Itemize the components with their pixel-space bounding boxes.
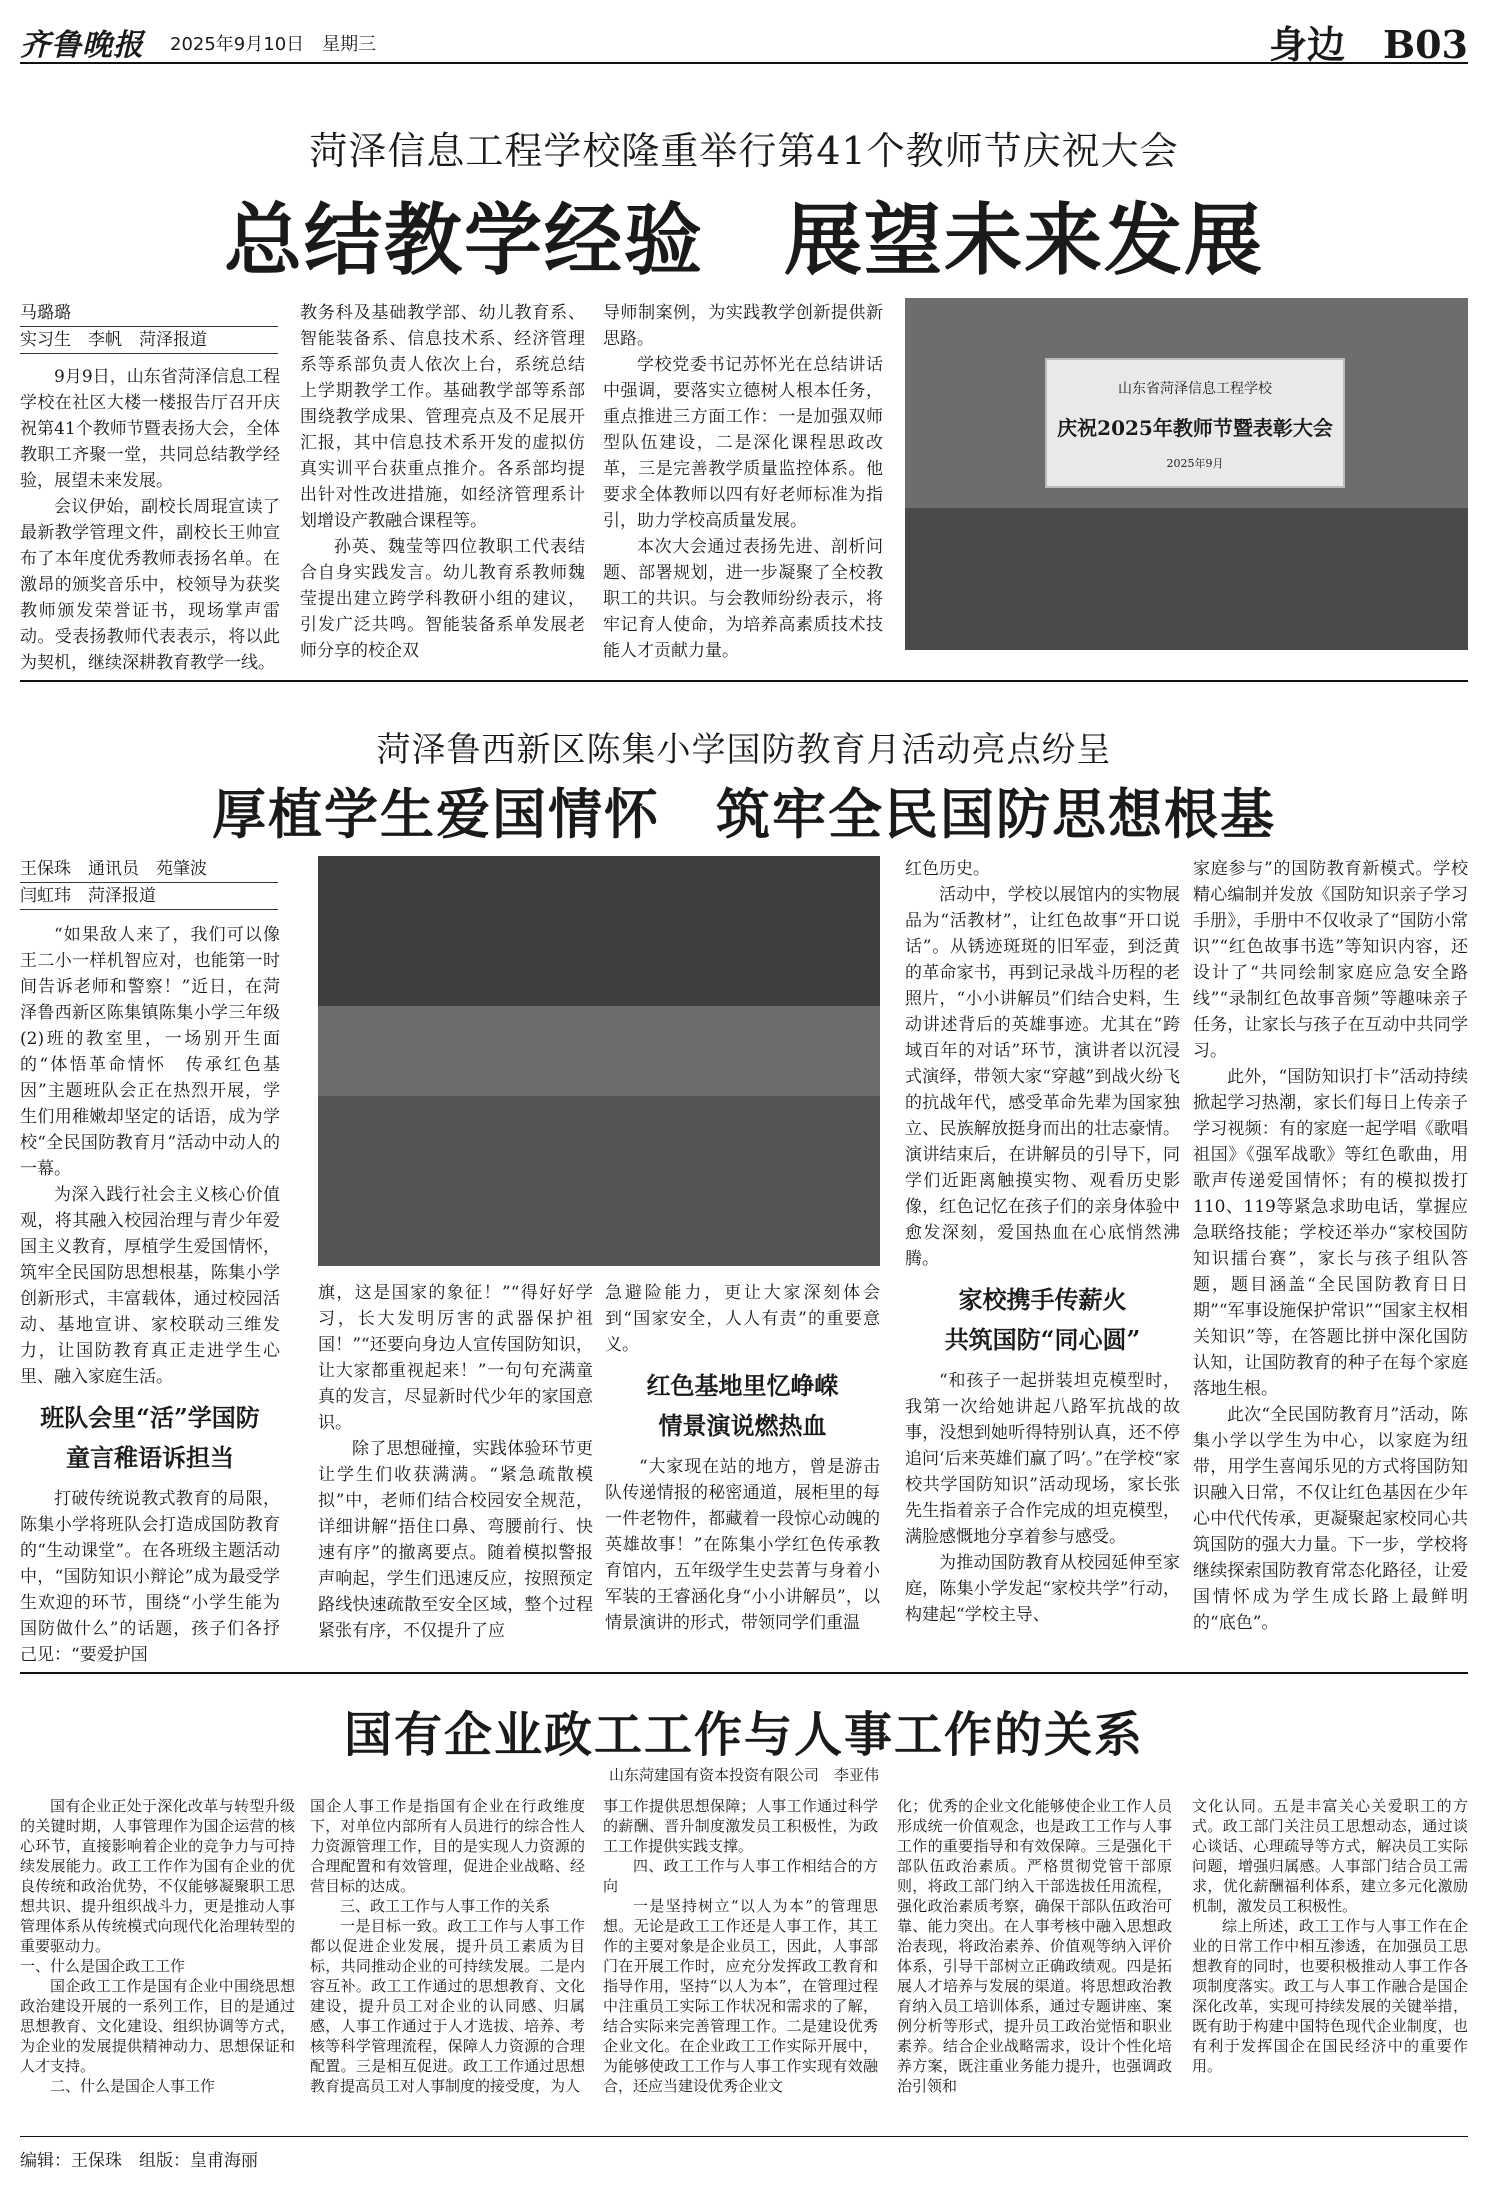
article1-photo <box>905 298 1468 650</box>
article2-headline: 厚植学生爱国情怀 筑牢全民国防思想根基 <box>212 782 1276 846</box>
byline-line: 实习生 李帆 菏泽报道 <box>20 327 278 354</box>
article2-column-1 <box>20 922 280 1668</box>
paragraph: 化；优秀的企业文化能够使企业工作人员形成统一价值观念，也是政工工作与人事工作的重要指导和有效保障。三是强化干部队伍政治素质。严格贯彻党管干部原则，将政工部门纳入干部选拔任用流程，强化政治素质考察，确保干部队伍政治可靠、能力突出。在人事考核中融入思想政治表现，将政治素养、价值观等纳入评价体系，引导干部树立正确政绩观。四是拓展人才培养与发展的渠道。将思想政治教育纳入员工培训体系，通过专题讲座、案例分析等形式，提升员工政治觉悟和职业素养。结合企业战略需求，设计个性化培养方案，既注重业务能力提升，也强调政治引领和 <box>897 1797 1172 2095</box>
students-silhouette <box>318 1096 880 1266</box>
section-heading: 一、什么是国企政工工作 <box>20 1957 186 1975</box>
article2-column-3 <box>605 1280 880 1636</box>
byline-line: 闫虹玮 菏泽报道 <box>20 883 278 910</box>
paragraph: 家庭参与”的国防教育新模式。学校精心编制并发放《国防知识亲子学习手册》，手册中不仅收录了“国防小常识”“红色故事书选”等知识内容，还设计了“共同绘制家庭应急安全路线”“录制红色故事音频”等趣味亲子任务，让家长与孩子在互动中共同学习。 <box>1193 859 1468 1061</box>
article3-column-1 <box>20 1796 295 2096</box>
paragraph: 事工作提供思想保障；人事工作通过科学的薪酬、晋升制度激发员工积极性，为政工工作提供实践支撑。 <box>603 1797 878 1855</box>
paragraph: 学校党委书记苏怀光在总结讲话中强调，要落实立德树人根本任务，重点推进三方面工作：一是加强双师型队伍建设，二是深化课程思政改革，三是完善教学质量监控体系。他要求全体教师以四有好老师标准为指引，助力学校高质量发展。 <box>603 355 883 531</box>
masthead <box>20 8 1468 67</box>
paragraph: 会议伊始，副校长周琨宣读了最新教学管理文件，副校长王帅宣布了本年度优秀教师表扬名单。在激昂的颁奖音乐中，校领导为获奖教师颁发荣誉证书，现场掌声雷动。受表扬教师代表表示，将以此为契机，继续深耕教育教学一线。 <box>20 497 280 673</box>
article2-column-5 <box>1193 856 1468 1636</box>
audience-silhouette <box>905 508 1468 650</box>
paragraph: 文化认同。五是丰富关心关爱职工的方式。政工部门关注员工思想动态，通过谈心谈话、心理疏导等方式，解决员工实际问题，增强归属感。人事部门结合员工需求，优化薪酬福利体系，建立多元化激励机制，激发员工积极性。 <box>1192 1797 1468 1915</box>
article1-kicker: 菏泽信息工程学校隆重举行第41个教师节庆祝大会 <box>309 129 1179 173</box>
paragraph: 国企政工工作是国有企业中围绕思想政治建设开展的一系列工作，目的是通过思想教育、文化建设、组织协调等方式，为企业的发展提供精神动力、思想保证和人才支持。 <box>20 1977 295 2075</box>
article3-column-5 <box>1192 1796 1468 2076</box>
footer-divider <box>20 2136 1468 2137</box>
paragraph: 综上所述，政工工作与人事工作在企业的日常工作中相互渗透，在加强员工思想教育的同时，也要积极推动人事工作各项制度落实。政工与人事工作融合是国企深化改革，实现可持续发展的关键举措，既有助于构建中国特色现代企业制度，也有利于发挥国企在国民经济中的重要作用。 <box>1192 1917 1468 2075</box>
article3-byline: 山东菏建国有资本投资有限公司 李亚伟 <box>608 1766 879 1784</box>
paragraph: 国有企业正处于深化改革与转型升级的关键时期，人事管理作为国企运营的核心环节，直接影响着企业的竞争力与可持续发展能力。政工工作作为国有企业的优良传统和政治优势，不仅能够凝聚职工思想共识、提升组织战斗力，更是推动人事管理体系从传统模式向现代化治理转型的重要驱动力。 <box>20 1797 295 1955</box>
paragraph: 活动中，学校以展馆内的实物展品为“活教材”，让红色故事“开口说话”。从锈迹斑斑的旧军壶，到泛黄的革命家书，再到记录战斗历程的老照片，“小小讲解员”们结合史料，生动讲述背后的英雄事迹。尤其在“跨域百年的对话”环节，演讲者以沉浸式演绎，带领大家“穿越”到战火纷飞的抗战年代，感受革命先辈为国家独立、民族解放挺身而出的壮志豪情。演讲结束后，在讲解员的引导下，同学们近距离触摸实物、观看历史影像，红色记忆在孩子们的亲身体验中愈发深刻，爱国热血在心底悄然沸腾。 <box>905 885 1180 1269</box>
paragraph: 导师制案例，为实践教学创新提供新思路。 <box>603 303 883 349</box>
paragraph: 本次大会通过表扬先进、剖析问题、部署规划，进一步凝聚了全校教职工的共识。与会教师纷纷表示，将牢记育人使命，为培养高素质技术技能人才贡献力量。 <box>603 537 883 661</box>
screen-school: 山东省菏泽信息工程学校 <box>1118 381 1272 397</box>
paragraph: 教务科及基础教学部、幼儿教育系、智能装备系、信息技术系、经济管理系等系部负责人依次上台，系统总结上学期教学工作。基础教学部等系部围绕教学成果、管理亮点及不足展开汇报，其中信息技术系开发的虚拟仿真实训平台获重点推介。各系部均提出针对性改进措施，如经济管理系计划增设产教融合课程等。 <box>300 303 585 531</box>
paragraph: 孙英、魏莹等四位教职工代表结合自身实践发言。幼儿教育系教师魏莹提出建立跨学科教研小组的建议，引发广泛共鸣。智能装备系单发展老师分享的校企双 <box>300 537 585 661</box>
article2-subhead-1 <box>20 1398 280 1478</box>
subhead-line: 童言稚语诉担当 <box>66 1443 234 1472</box>
page-footer: 编辑：王保珠 组版：皇甫海丽 <box>20 2151 258 2171</box>
paragraph: 红色历史。 <box>905 859 990 879</box>
paragraph: “和孩子一起拼装坦克模型时，我第一次给她讲起八路军抗战的故事，没想到她听得特别认真，还不停追问‘后来英雄们赢了吗’。”在学校“家校共学国防知识”活动现场，家长张先生指着亲子合作完成的坦克模型，满脸感慨地分享着参与感受。 <box>905 1371 1180 1547</box>
paper-logo: 齐鲁晚报 <box>20 28 144 63</box>
article1-byline <box>20 300 278 354</box>
subhead-line: 情景演说燃热血 <box>658 1411 827 1440</box>
article2-kicker: 菏泽鲁西新区陈集小学国防教育月活动亮点纷呈 <box>376 730 1112 770</box>
paragraph: 此外，“国防知识打卡”活动持续掀起学习热潮，家长们每日上传亲子学习视频：有的家庭一起学唱《歌唱祖国》《强军战歌》等红色歌曲，用歌声传递爱国情怀；有的模拟拨打110、119等紧急求助电话，掌握应急联络技能；学校还举办“家校国防知识擂台赛”，家长与孩子组队答题，题目涵盖“全民国防教育日日期”“军事设施保护常识”“国家主权相关知识”等，在答题比拼中深化国防认知，让国防教育的种子在每个家庭落地生根。 <box>1193 1067 1468 1399</box>
article3-column-3 <box>603 1796 878 2096</box>
subhead-line: 家校携手传薪火 <box>958 1285 1127 1314</box>
section-heading: 四、政工工作与人事工作相结合的方向 <box>603 1857 878 1895</box>
article3-column-4 <box>897 1796 1172 2096</box>
paragraph: 国企人事工作是指国有企业在行政维度下，对单位内部所有人员进行的综合性人力资源管理工作，目的是实现人力资源的合理配置和有效管理，促进企业战略、经营目标的达成。 <box>310 1797 585 1895</box>
paragraph: “大家现在站的地方，曾是游击队传递情报的秘密通道，展柜里的每一件老物件，都藏着一段惊心动魄的英雄故事！”在陈集小学红色传承教育馆内，五年级学生史芸菁与身着小军装的王睿涵化身“小小讲解员”，以情景演讲的形式，带领同学们重温 <box>605 1457 880 1633</box>
article1-column-3 <box>603 300 883 664</box>
paragraph: 一是坚持树立“以人为本”的管理思想。无论是政工工作还是人事工作，其工作的主要对象是企业员工，因此，人事部门在开展工作时，应充分发挥政工教育和指导作用，坚持“以人为本”，在管理过程中注重员工实际工作状况和需求的了解，结合实际来完善管理工作。二是建设优秀企业文化。在企业政工工作实际开展中，为能够使政工工作与人事工作实现有效融合，还应当建设优秀企业文 <box>603 1897 878 2095</box>
section-label: 身边 B03 <box>1269 22 1468 67</box>
article2-subhead-3 <box>905 1280 1180 1360</box>
screen-date: 2025年9月 <box>1166 457 1224 470</box>
screen-title: 庆祝2025年教师节暨表彰大会 <box>1057 416 1333 440</box>
article2-byline <box>20 856 278 910</box>
paragraph: 急避险能力，更让大家深刻体会到“国家安全，人人有责”的重要意义。 <box>605 1283 880 1355</box>
byline-line: 王保珠 通讯员 苑肇波 <box>20 856 278 883</box>
issue-date: 2025年9月10日 星期三 <box>170 34 377 55</box>
paragraph: 一是目标一致。政工工作与人事工作都以促进企业发展，提升员工素质为目标，共同推动企业的可持续发展。二是内容互补。政工工作通过的思想教育、文化建设，提升员工对企业的认同感、归属感，人事工作通过于人才选拔、培养、考核等科学管理流程，保障人力资源的合理配置。三是相互促进。政工工作通过思想教育提高员工对人事制度的接受度，为人 <box>310 1917 585 2095</box>
paragraph: 旗，这是国家的象征！”“得好好学习，长大发明厉害的武器保护祖国！”“还要向身边人宣传国防知识，让大家都重视起来！”一句句充满童真的发言，尽显新时代少年的家国意识。 <box>318 1283 593 1433</box>
byline-line: 马璐璐 <box>20 300 278 327</box>
stage-screen <box>1045 358 1345 488</box>
article1-column-2 <box>300 300 585 664</box>
paragraph: 打破传统说教式教育的局限，陈集小学将班队会打造成国防教育的“生动课堂”。在各班级主题活动中，“国防知识小辩论”成为最受学生欢迎的环节，围绕“小学生能为国防做什么”的话题，孩子们各抒己见：“要爱护国 <box>20 1489 280 1665</box>
section-heading: 二、什么是国企人事工作 <box>50 2077 216 2095</box>
article3-column-2 <box>310 1796 585 2096</box>
article2-photo <box>318 856 880 1266</box>
article1-column-1 <box>20 364 280 676</box>
article2-column-4 <box>905 856 1180 1628</box>
exhibit-wall <box>318 856 880 1006</box>
subhead-line: 共筑国防“同心圆” <box>944 1325 1141 1354</box>
paragraph: 为深入践行社会主义核心价值观，将其融入校园治理与青少年爱国主义教育，厚植学生爱国情怀，筑牢全民国防思想根基，陈集小学创新形式，丰富载体，通过校园活动、基地宣讲、家校联动三维发力，让国防教育真正走进学生心里、融入家庭生活。 <box>20 1185 280 1387</box>
article1-headline: 总结教学经验 展望未来发展 <box>223 195 1264 286</box>
section-heading: 三、政工工作与人事工作的关系 <box>340 1897 551 1915</box>
paragraph: “如果敌人来了，我们可以像王二小一样机智应对，也能第一时间告诉老师和警察！”近日，在菏泽鲁西新区陈集镇陈集小学三年级(2)班的教室里，一场别开生面的“体悟革命情怀 传承红色基因”主题班队会正在热烈开展，学生们用稚嫩却坚定的话语，成为学校“全民国防教育月”活动中动人的一幕。 <box>20 925 280 1179</box>
paragraph: 9月9日，山东省菏泽信息工程学校在社区大楼一楼报告厅召开庆祝第41个教师节暨表扬大会，全体教职工齐聚一堂，共同总结教学经验，展望未来发展。 <box>20 367 280 491</box>
section-divider <box>20 680 1468 682</box>
paragraph: 除了思想碰撞，实践体验环节更让学生们收获满满。“紧急疏散模拟”中，老师们结合校园安全规范，详细讲解“捂住口鼻、弯腰前行、快速有序”的撤离要点。随着模拟警报声响起，学生们迅速反应，按照预定路线快速疏散至安全区域，整个过程紧张有序，不仅提升了应 <box>318 1439 593 1641</box>
subhead-line: 班队会里“活”学国防 <box>40 1403 260 1432</box>
section-divider <box>20 1672 1468 1674</box>
subhead-line: 红色基地里忆峥嵘 <box>646 1371 839 1400</box>
article3-headline: 国有企业政工工作与人事工作的关系 <box>343 1707 1144 1763</box>
paragraph: 此次“全民国防教育月”活动，陈集小学以学生为中心，以家庭为纽带，用学生喜闻乐见的方式将国防知识融入日常，不仅让红色基因在少年心中代代传承，更凝聚起家校同心共筑国防的强大力量。下一步，学校将继续探索国防教育常态化路径，让爱国情怀成为学生成长路上最鲜明的“底色”。 <box>1193 1405 1468 1633</box>
article2-subhead-2 <box>605 1366 880 1446</box>
article2-column-2 <box>318 1280 593 1644</box>
paragraph: 为推动国防教育从校园延伸至家庭，陈集小学发起“家校共学”行动，构建起“学校主导、 <box>905 1553 1180 1625</box>
